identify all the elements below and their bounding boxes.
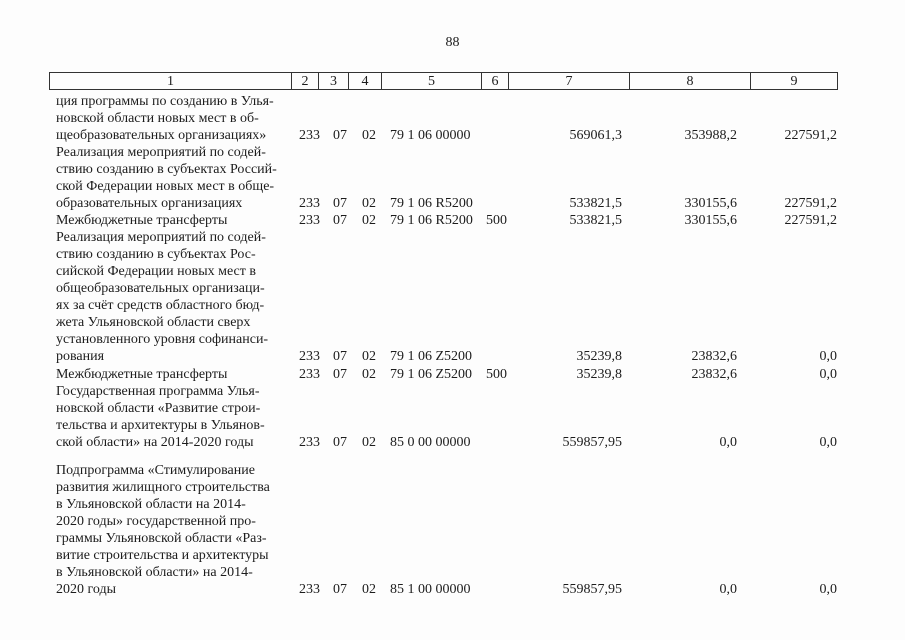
amount-col-7: 559857,95 (562, 582, 622, 597)
description-line: граммы Ульяновской области «Раз- (56, 531, 267, 546)
description-line: 2020 годы (56, 582, 117, 597)
row-description (56, 383, 286, 451)
description-line: сийской Федерации новых мест в (56, 264, 256, 279)
section: 07 (333, 196, 347, 211)
description-line: рования (56, 349, 105, 364)
code-admin: 233 (299, 128, 320, 143)
amount-col-9: 0,0 (819, 435, 837, 450)
target-article: 79 1 06 R5200 (390, 196, 473, 211)
header-col-6: 6 (482, 73, 509, 89)
code-admin: 233 (299, 196, 320, 211)
amount-col-9: 227591,2 (784, 213, 837, 228)
subsection: 02 (362, 435, 376, 450)
header-col-5: 5 (382, 73, 482, 89)
amount-col-9: 227591,2 (784, 128, 837, 143)
description-line: ской Федерации новых мест в обще- (56, 179, 275, 194)
section: 07 (333, 128, 347, 143)
table-header (49, 72, 838, 90)
amount-col-8: 330155,6 (684, 196, 737, 211)
amount-col-8: 330155,6 (684, 213, 737, 228)
subsection: 02 (362, 196, 376, 211)
expense-type: 500 (486, 367, 507, 382)
amount-col-7: 533821,5 (569, 196, 622, 211)
subsection: 02 (362, 213, 376, 228)
subsection: 02 (362, 367, 376, 382)
description-line: новской области новых мест в об- (56, 111, 259, 126)
row-description (56, 462, 286, 598)
description-line: в Ульяновской области на 2014- (56, 497, 246, 512)
subsection: 02 (362, 349, 376, 364)
amount-col-8: 23832,6 (691, 349, 737, 364)
target-article: 85 0 00 00000 (390, 435, 471, 450)
page-number: 88 (445, 35, 460, 50)
amount-col-8: 0,0 (719, 582, 737, 597)
row-description (56, 366, 286, 383)
amount-col-7: 569061,3 (569, 128, 622, 143)
description-line: ях за счёт средств областного бюд- (56, 298, 265, 313)
section: 07 (333, 367, 347, 382)
description-line: общеобразовательных организаци- (56, 281, 265, 296)
header-col-1: 1 (50, 73, 292, 89)
section: 07 (333, 213, 347, 228)
description-line: Подпрограмма «Стимулирование (56, 463, 255, 478)
description-line: образовательных организациях (56, 196, 243, 211)
description-line: Межбюджетные трансферты (56, 367, 228, 382)
target-article: 79 1 06 Z5200 (390, 367, 473, 382)
section: 07 (333, 435, 347, 450)
subsection: 02 (362, 128, 376, 143)
amount-col-9: 0,0 (819, 349, 837, 364)
amount-col-7: 35239,8 (576, 367, 622, 382)
description-line: Государственная программа Улья- (56, 384, 260, 399)
description-line: щеобразовательных организациях» (56, 128, 267, 143)
description-line: 2020 годы» государственной про- (56, 514, 256, 529)
row-description (56, 93, 286, 144)
description-line: витие строительства и архитектуры (56, 548, 269, 563)
description-line: Реализация мероприятий по содей- (56, 145, 266, 160)
header-col-7: 7 (509, 73, 630, 89)
amount-col-7: 35239,8 (576, 349, 622, 364)
section: 07 (333, 582, 347, 597)
row-description (56, 229, 286, 365)
description-line: ской области» на 2014-2020 годы (56, 435, 254, 450)
description-line: новской области «Развитие строи- (56, 401, 261, 416)
header-col-3: 3 (319, 73, 349, 89)
amount-col-9: 0,0 (819, 367, 837, 382)
code-admin: 233 (299, 213, 320, 228)
description-line: тельства и архитектуры в Ульянов- (56, 418, 265, 433)
section: 07 (333, 349, 347, 364)
code-admin: 233 (299, 349, 320, 364)
amount-col-9: 0,0 (819, 582, 837, 597)
amount-col-7: 559857,95 (562, 435, 622, 450)
description-line: ция программы по созданию в Улья- (56, 94, 274, 109)
description-line: в Ульяновской области» на 2014- (56, 565, 253, 580)
header-col-2: 2 (292, 73, 319, 89)
subsection: 02 (362, 582, 376, 597)
amount-col-8: 23832,6 (691, 367, 737, 382)
target-article: 85 1 00 00000 (390, 582, 471, 597)
amount-col-9: 227591,2 (784, 196, 837, 211)
amount-col-8: 353988,2 (684, 128, 737, 143)
row-description (56, 212, 286, 229)
target-article: 79 1 06 R5200 (390, 213, 473, 228)
description-line: Межбюджетные трансферты (56, 213, 228, 228)
code-admin: 233 (299, 367, 320, 382)
expense-type: 500 (486, 213, 507, 228)
code-admin: 233 (299, 582, 320, 597)
description-line: развития жилищного строительства (56, 480, 270, 495)
amount-col-7: 533821,5 (569, 213, 622, 228)
header-col-8: 8 (630, 73, 751, 89)
description-line: Реализация мероприятий по содей- (56, 230, 266, 245)
header-col-9: 9 (790, 74, 798, 89)
description-line: ствию созданию в субъектах Россий- (56, 162, 277, 177)
target-article: 79 1 06 Z5200 (390, 349, 473, 364)
code-admin: 233 (299, 435, 320, 450)
amount-col-8: 0,0 (719, 435, 737, 450)
description-line: жета Ульяновской области сверх (56, 315, 251, 330)
description-line: установленного уровня софинанси- (56, 332, 269, 347)
description-line: ствию созданию в субъектах Рос- (56, 247, 256, 262)
row-description (56, 144, 286, 212)
target-article: 79 1 06 00000 (390, 128, 471, 143)
header-col-4: 4 (349, 73, 382, 89)
